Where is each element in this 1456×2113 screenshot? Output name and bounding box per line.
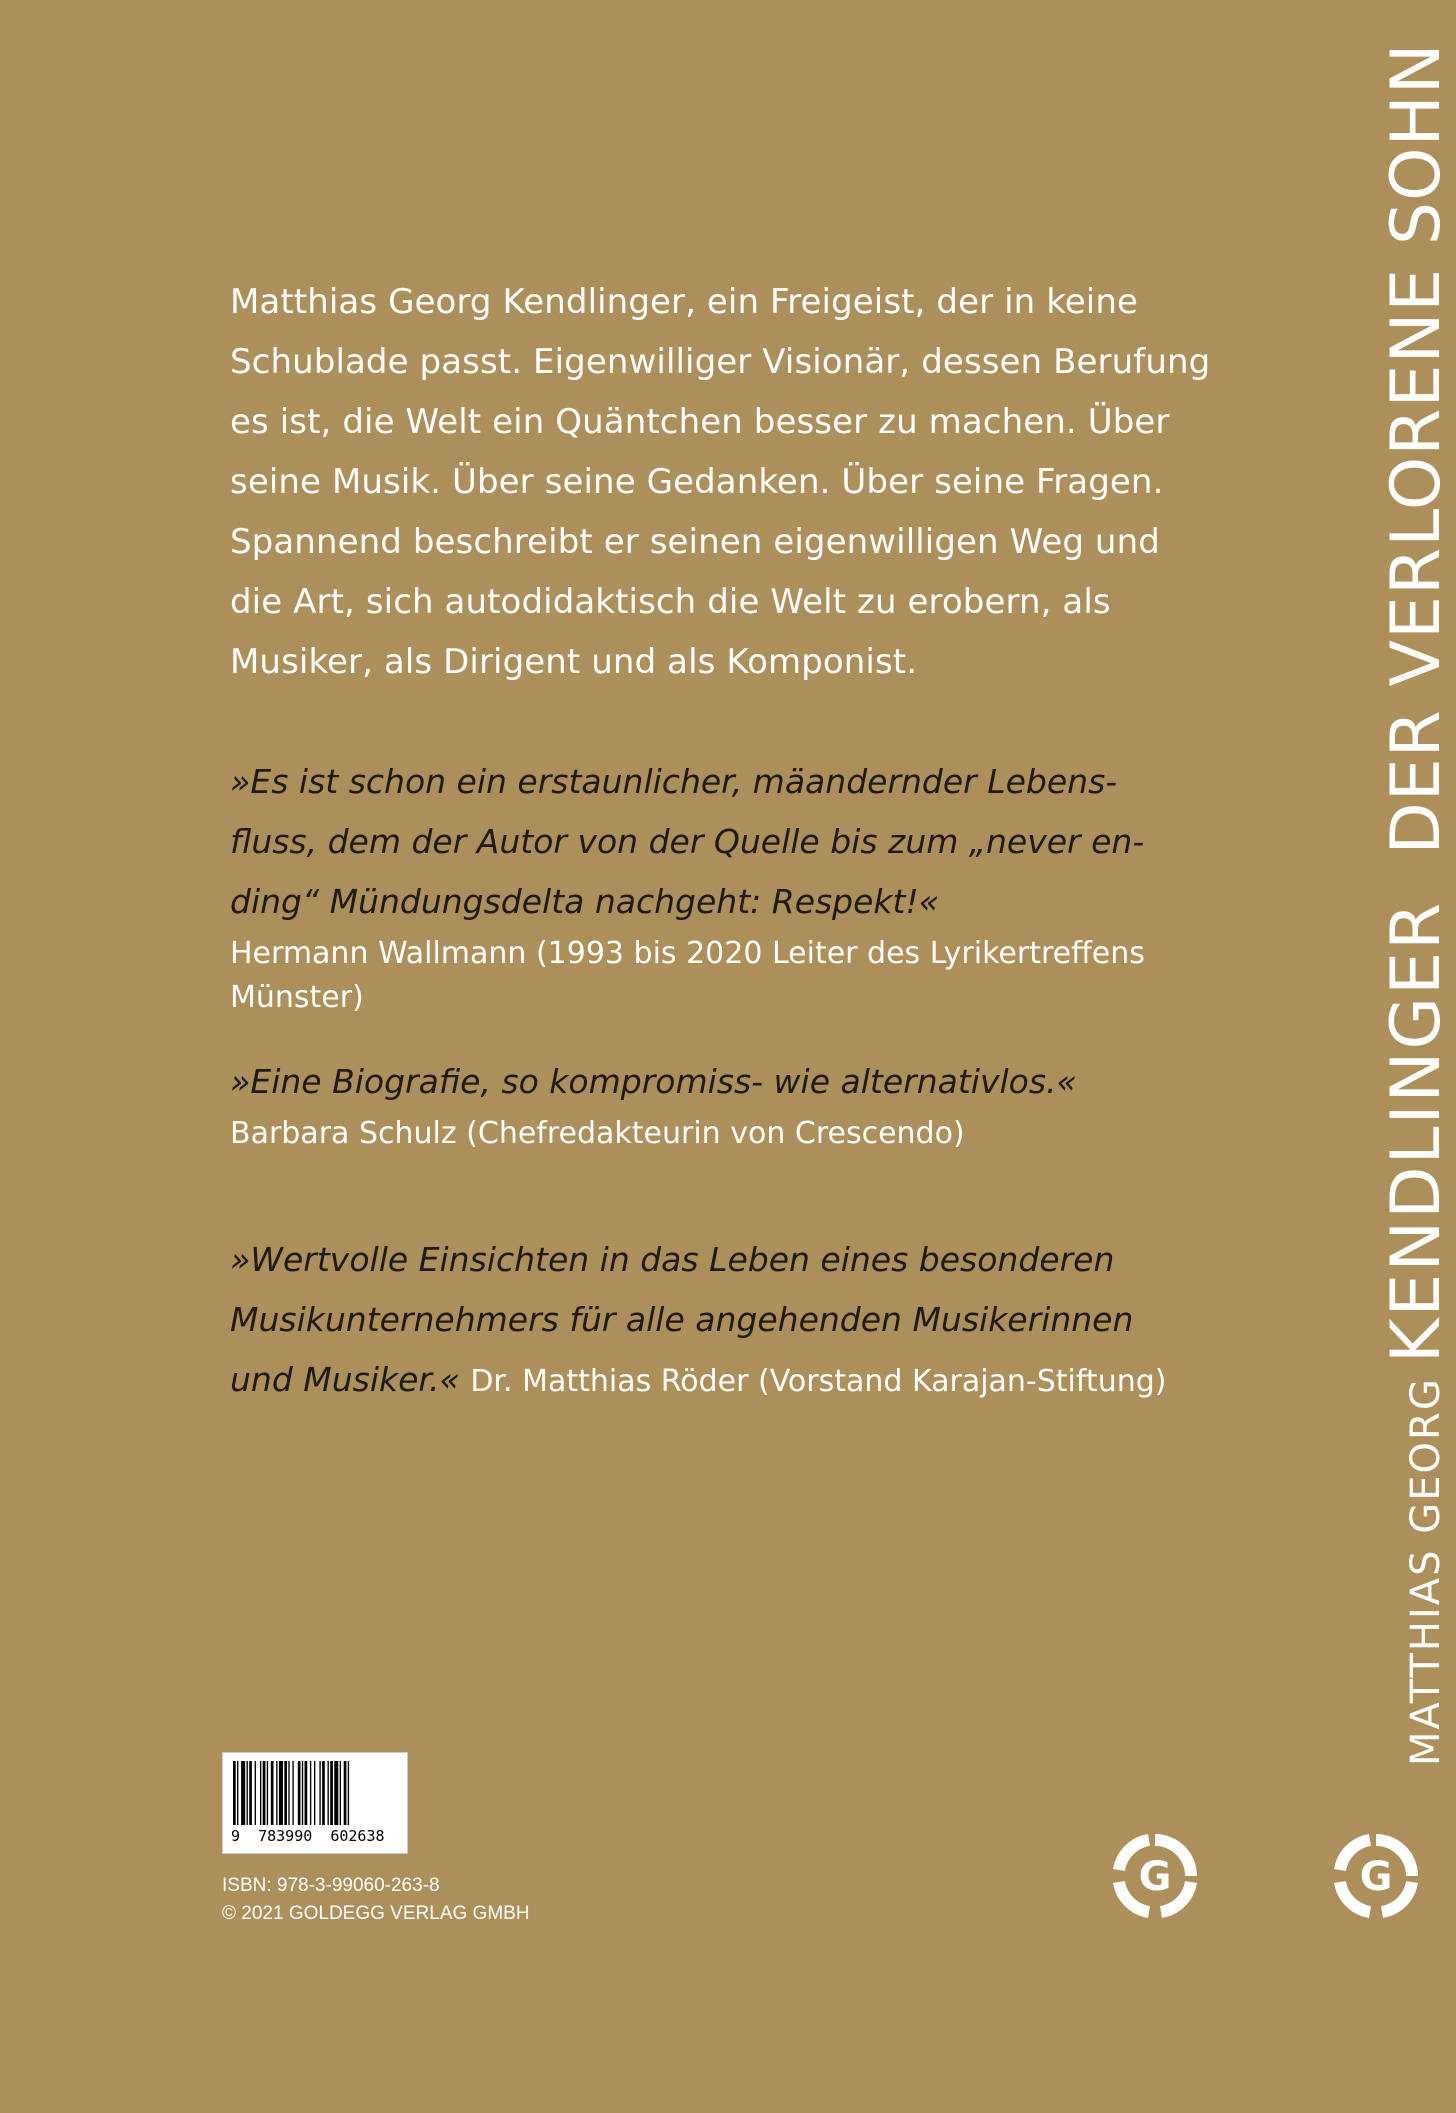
spine-author-last-name: KENDLINGER	[1377, 900, 1456, 1364]
quote-line: ding“ Mündungsdelta nachgeht: Respekt!«	[230, 882, 940, 921]
barcode-bar	[233, 1761, 236, 1825]
barcode-bar	[344, 1761, 347, 1825]
isbn-number: ISBN: 978-3-99060-263-8	[222, 1875, 440, 1896]
quote-line: »Wertvolle Einsichten in das Leben eines besonderen	[230, 1240, 1115, 1279]
barcode-bar	[314, 1761, 315, 1825]
barcode-bar	[348, 1761, 349, 1825]
barcode-bar	[276, 1761, 277, 1825]
quote-line: »Es ist schon ein erstaunlicher, mäandernder Lebens-	[230, 762, 1118, 801]
barcode-bars	[233, 1761, 399, 1825]
barcode-bar	[271, 1761, 274, 1825]
barcode-bar	[330, 1761, 333, 1825]
barcode-bar	[340, 1761, 341, 1825]
blurb-line: Spannend beschreibt er seinen eigenwilligen Weg und	[230, 522, 1160, 562]
copyright-notice: © 2021 GOLDEGG VERLAG GMBH	[222, 1903, 530, 1924]
svg-text:G: G	[1138, 1854, 1172, 1900]
barcode-bar	[267, 1761, 268, 1825]
quote-line: Musikunternehmers für alle angehenden Musikerinnen	[230, 1300, 1134, 1339]
blurb-line: Musiker, als Dirigent und als Komponist.	[230, 642, 918, 682]
spine-author-first-name: MATTHIAS GEORG	[1403, 1377, 1449, 1766]
barcode-digits: 9 783990 602638	[231, 1827, 385, 1845]
barcode-bar	[237, 1761, 238, 1825]
barcode-bar	[319, 1761, 320, 1825]
barcode-bar	[241, 1761, 245, 1825]
barcode-bar	[284, 1761, 287, 1825]
goldegg-g-logo-icon	[1332, 1832, 1420, 1920]
review-quote-schulz	[230, 1052, 1230, 1156]
barcode-bar	[310, 1761, 311, 1825]
svg-text:G: G	[1359, 1854, 1393, 1900]
quote-line: »Eine Biografie, so kompromiss- wie alternativlos.«	[230, 1062, 1077, 1101]
barcode-bar	[255, 1761, 256, 1825]
barcode-bar	[328, 1761, 329, 1825]
barcode-bar	[263, 1761, 266, 1825]
barcode-bar	[302, 1761, 303, 1825]
barcode-bar	[298, 1761, 301, 1825]
blurb-line: es ist, die Welt ein Quäntchen besser zu machen. Über	[230, 402, 1170, 442]
review-quote-wallmann	[230, 752, 1230, 1020]
barcode-bar	[322, 1761, 325, 1825]
spine-text	[1377, 42, 1456, 1766]
barcode-bar	[334, 1761, 338, 1825]
blurb-line: Matthias Georg Kendlinger, ein Freigeist, der in keine	[230, 282, 1139, 322]
review-quote-roeder	[230, 1230, 1230, 1412]
barcode-bar	[288, 1761, 289, 1825]
quote-source: Hermann Wallmann (1993 bis 2020 Leiter des Lyrikertreffens Münster)	[230, 936, 1145, 1015]
barcode-bar	[247, 1761, 248, 1825]
barcode-bar	[249, 1761, 252, 1825]
quote-line-with-source	[230, 1350, 1230, 1412]
barcode-bar	[260, 1761, 261, 1825]
blurb-text	[230, 272, 1220, 692]
quote-source: Barbara Schulz (Chefredakteurin von Crescendo)	[230, 1116, 965, 1151]
blurb-line: Schublade passt. Eigenwilliger Visionär, dessen Berufung	[230, 342, 1211, 382]
quote-source: Dr. Matthias Röder (Vorstand Karajan-Stiftung)	[470, 1364, 1167, 1399]
blurb-line: die Art, sich autodidaktisch die Welt zu erobern, als	[230, 582, 1111, 622]
barcode-bar	[292, 1761, 293, 1825]
barcode-bar	[305, 1761, 308, 1825]
blurb-line: seine Musik. Über seine Gedanken. Über seine Fragen.	[230, 462, 1164, 502]
goldegg-g-logo-icon	[1111, 1832, 1199, 1920]
barcode-bar	[279, 1761, 283, 1825]
quote-line: und Musiker.«	[230, 1360, 460, 1399]
isbn-barcode	[222, 1752, 408, 1854]
spine-book-title: DER VERLORENE SOHN	[1377, 42, 1456, 855]
quote-line: fluss, dem der Autor von der Quelle bis zum „never en-	[230, 822, 1145, 861]
